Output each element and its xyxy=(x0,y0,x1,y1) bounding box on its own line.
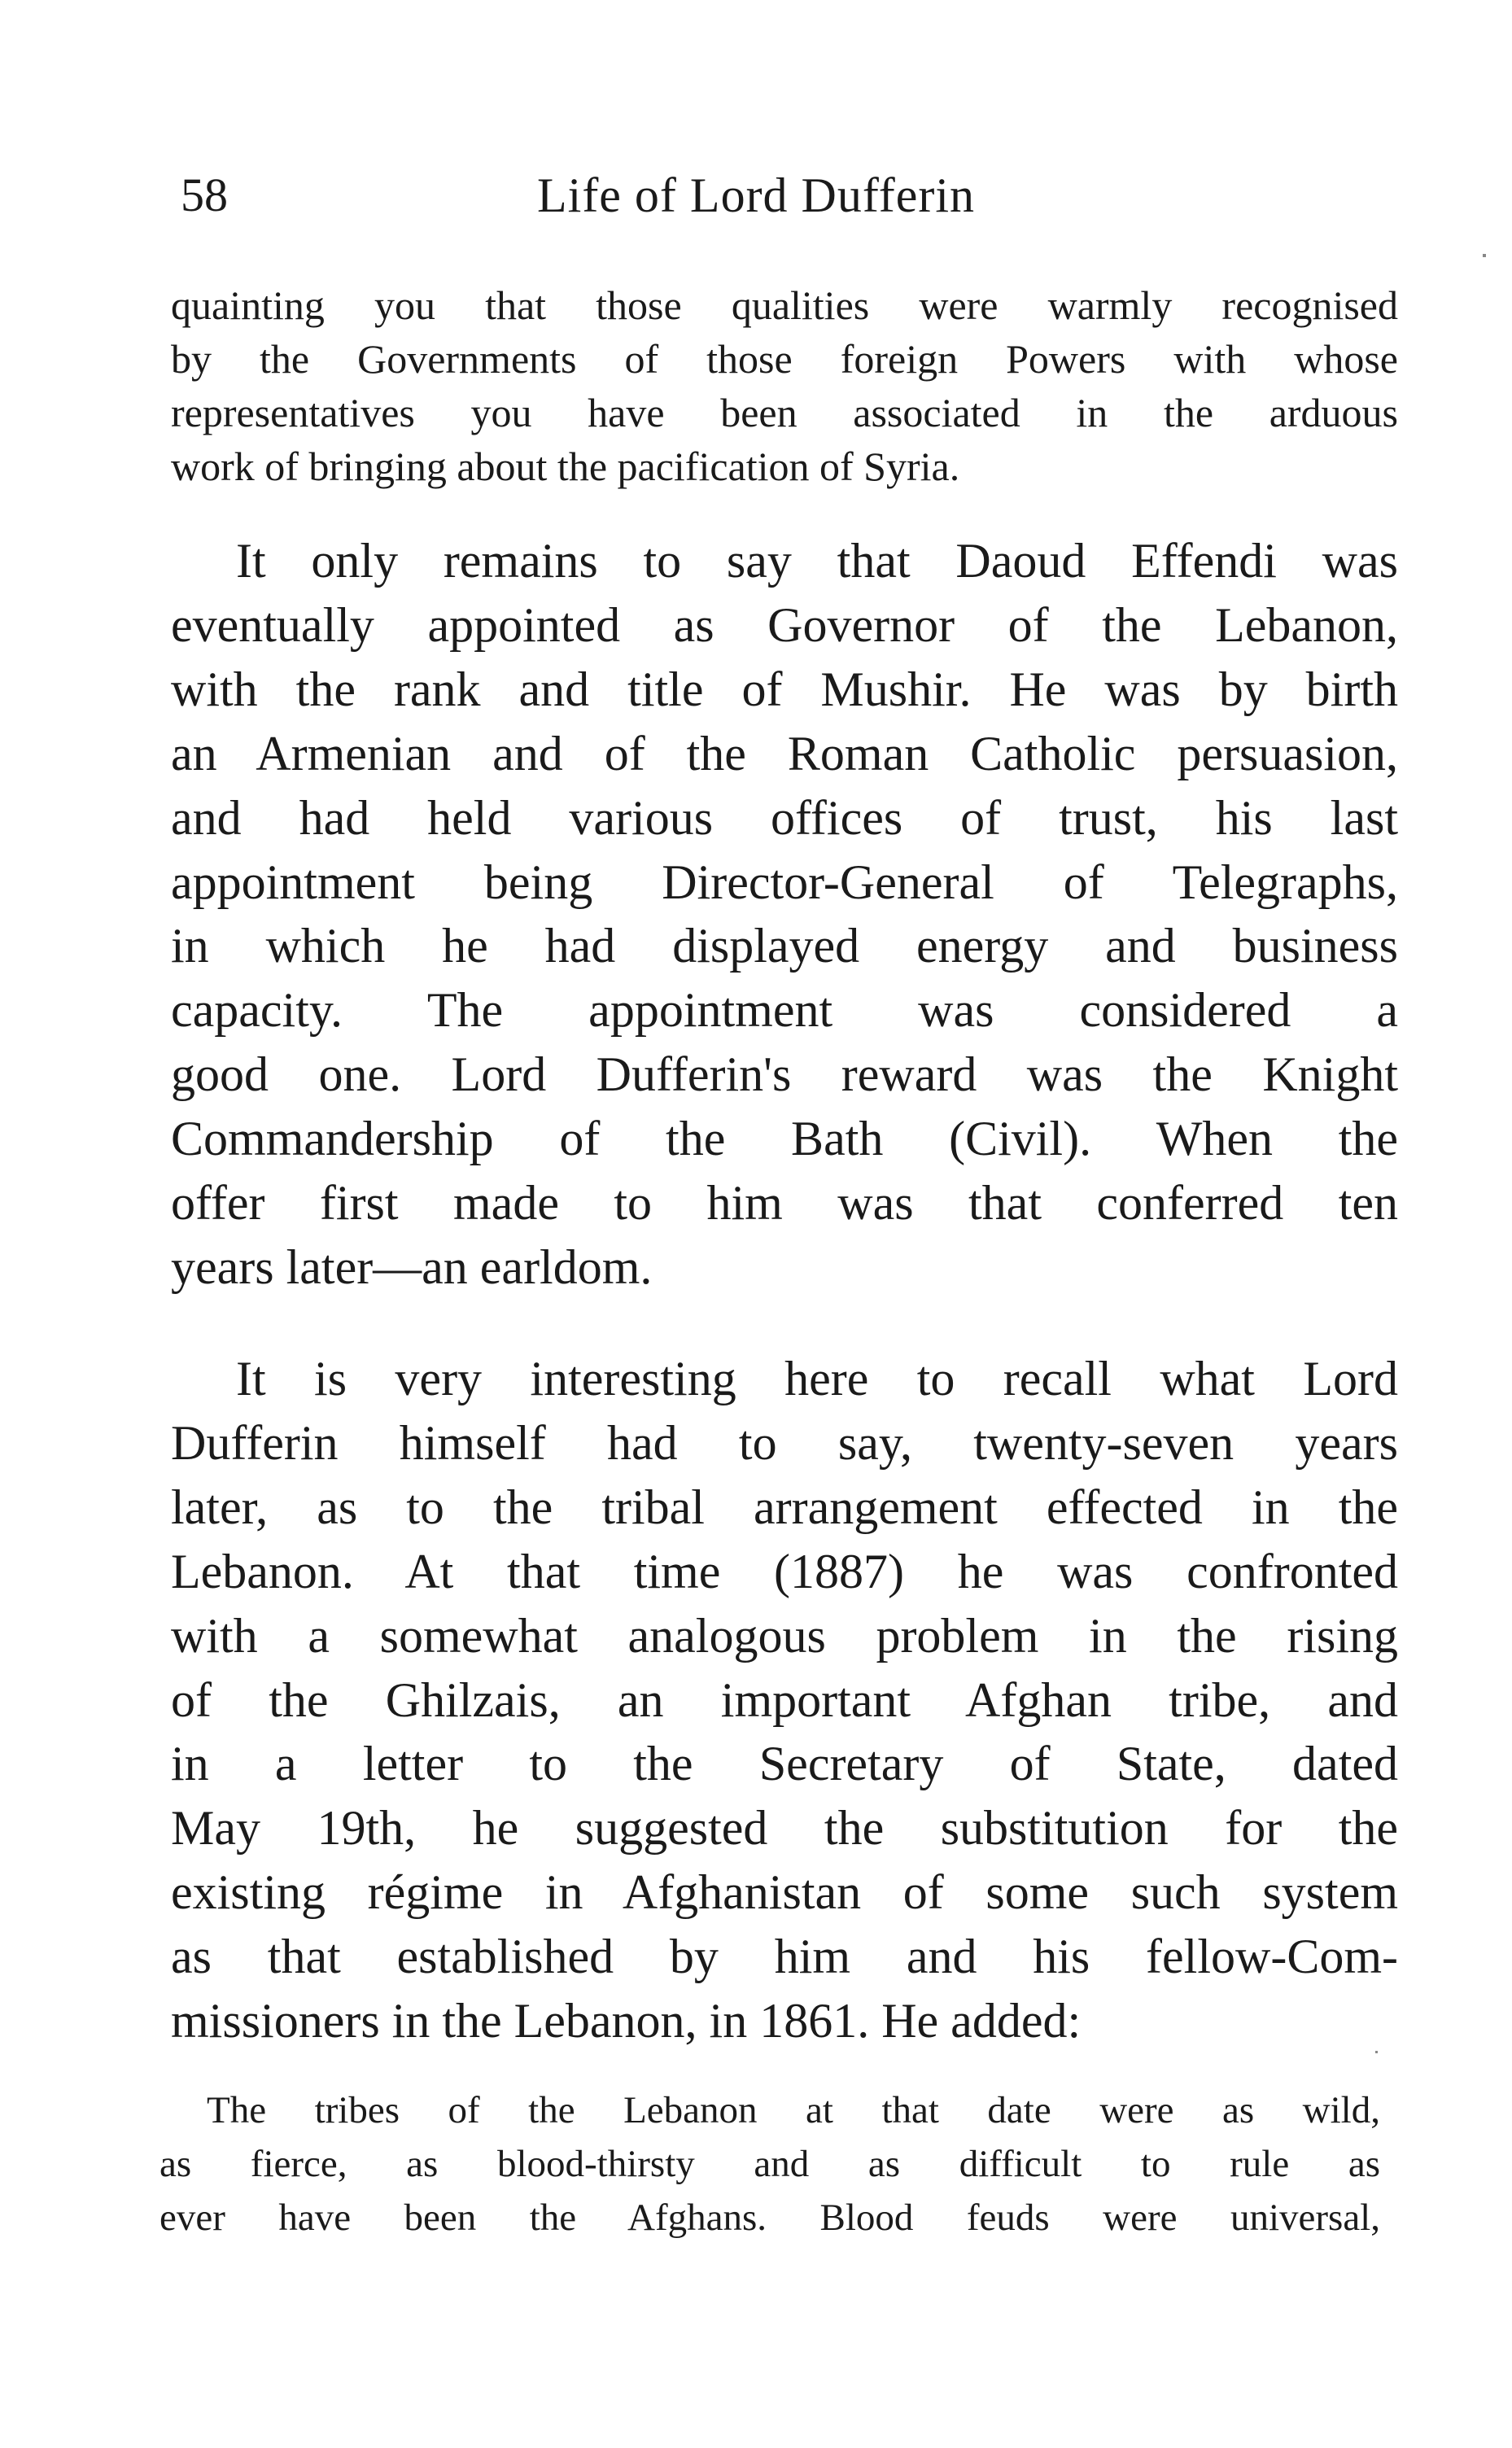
text-line: May 19th, he suggested the substitution for the xyxy=(171,1801,1398,1856)
paragraph-tribal-arrangement xyxy=(171,1347,1398,2053)
text-line: representatives you have been associated in the arduous xyxy=(171,390,1398,435)
text-line: It only remains to say that Daoud Effendi was xyxy=(236,534,1398,588)
text-line: existing régime in Afghanistan of some such system xyxy=(171,1865,1398,1920)
page-header xyxy=(181,163,1385,228)
text-line: capacity. The appointment was considered a xyxy=(171,983,1398,1038)
text-line: in which he had displayed energy and business xyxy=(171,919,1398,973)
text-line: later, as to the tribal arrangement effected in the xyxy=(171,1480,1398,1534)
quote-line: ever have been the Afghans. Blood feuds were universal, xyxy=(160,2197,1380,2239)
text-line: as that established by him and his fellow-Com- xyxy=(171,1930,1398,1984)
quote-line: as fierce, as blood-thirsty and as difficult to rule as xyxy=(160,2143,1380,2185)
print-speck xyxy=(1375,2051,1378,2053)
text-line: years later—an earldom. xyxy=(171,1239,653,1294)
text-line: Dufferin himself had to say, twenty-seven years xyxy=(171,1415,1398,1470)
print-speck xyxy=(1483,254,1486,257)
text-line: Lebanon. At that time (1887) he was confronted xyxy=(171,1544,1398,1598)
text-line: good one. Lord Dufferin's reward was the Knight xyxy=(171,1047,1398,1102)
quote-line: The tribes of the Lebanon at that date were as wild, xyxy=(207,2089,1380,2131)
page-number: 58 xyxy=(181,168,228,221)
text-line: appointment being Director-General of Telegraphs, xyxy=(171,855,1398,909)
text-line: offer first made to him was that conferred ten xyxy=(171,1176,1398,1231)
text-line: an Armenian and of the Roman Catholic persuasion, xyxy=(171,726,1398,780)
text-line: with the rank and title of Mushir. He was by birth xyxy=(171,662,1398,716)
text-line: and had held various offices of trust, his last xyxy=(171,790,1398,845)
text-line: missioners in the Lebanon, in 1861. He added: xyxy=(171,1994,1082,2048)
text-line: eventually appointed as Governor of the Lebanon, xyxy=(171,597,1398,652)
letter-continuation xyxy=(171,278,1398,493)
text-line: work of bringing about the pacification of Syria. xyxy=(171,444,960,489)
block-quote xyxy=(160,2083,1380,2245)
running-title: Life of Lord Dufferin xyxy=(537,168,976,222)
text-line: quainting you that those qualities were warmly recognised xyxy=(171,282,1398,328)
text-line: Commandership of the Bath (Civil). When the xyxy=(171,1112,1398,1166)
text-line: with a somewhat analogous problem in the rising xyxy=(171,1608,1398,1663)
text-line: by the Governments of those foreign Powers with whose xyxy=(171,336,1398,382)
text-line: It is very interesting here to recall what Lord xyxy=(236,1352,1398,1405)
text-line: of the Ghilzais, an important Afghan tribe, and xyxy=(171,1672,1398,1727)
text-line: in a letter to the Secretary of State, dated xyxy=(171,1737,1398,1791)
paragraph-daoud-effendi xyxy=(171,529,1398,1300)
